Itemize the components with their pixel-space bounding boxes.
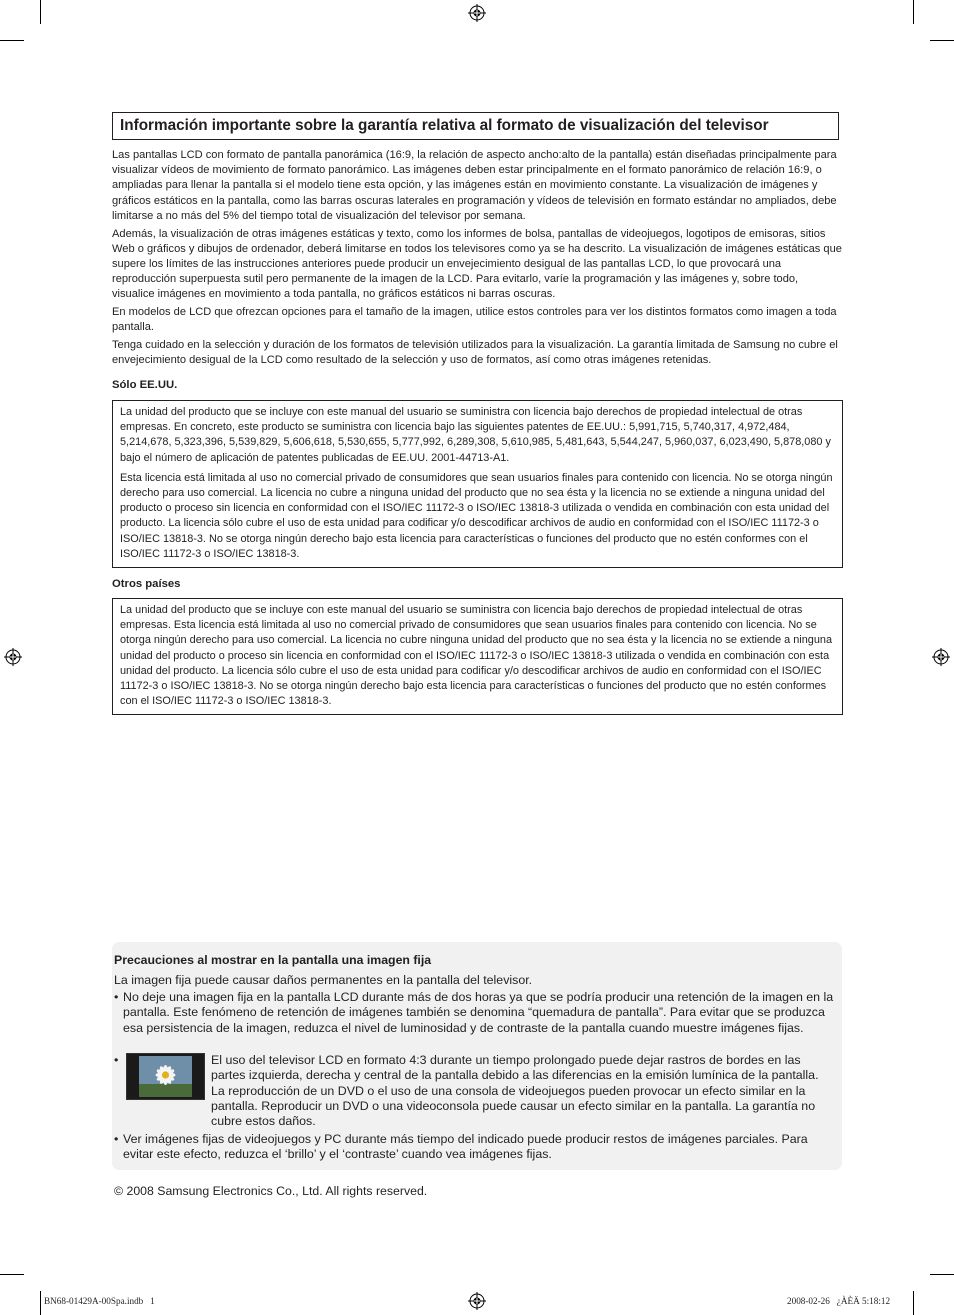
paragraph: En modelos de LCD que ofrezcan opciones para el tamaño de la imagen, utilice estos controles para ver los distintos formatos como imagen a toda pantalla. (112, 306, 837, 334)
warranty-title-box (112, 112, 839, 140)
registration-mark-icon (4, 648, 22, 666)
license-paragraph: La unidad del producto que se incluye con este manual del usuario se suministra con licencia bajo derechos de propiedad intelectual de otras empresas. En concreto, este producto se suministra con licencia bajo las siguientes patentes de EE.UU.: 5,991,715, 5,740,317, 4,972,484, 5,214,678, 5,323,396, 5,539,829, 5,606,618, 5,530,655, 5,777,992, 6,289,308, 5,610,985, 5,481,643, 5,544,247, 5,960,037, 6,023,490, 5,878,080 y bajo el número de aplicación de patentes publicadas de EE.UU. 2001-44713-A1. (120, 406, 831, 464)
crop-mark-bottom-right-horizontal (930, 1274, 954, 1275)
crop-mark-bottom-left-vertical (40, 1291, 41, 1315)
bullet-text: Ver imágenes fijas de videojuegos y PC durante más tiempo del indicado puede producir restos de imágenes parciales. Para evitar este efecto, reduzca el ‘brillo’ y el ‘contraste’ cuando vea imágenes fijas. (123, 1132, 808, 1162)
crop-mark-top-left-horizontal (0, 40, 24, 41)
bullet-icon: • (114, 1053, 119, 1067)
caution-bullet (114, 990, 834, 1036)
other-countries-license-box (112, 598, 843, 715)
footer-timestamp: 2008-02-26 ¿ÀÈÄ 5:18:12 (787, 1296, 891, 1306)
registration-mark-icon (932, 648, 950, 666)
footer-file-name: BN68-01429A-00Spa.indb 1 (44, 1296, 155, 1306)
license-paragraph: La unidad del producto que se incluye con este manual del usuario se suministra con licencia bajo derechos de propiedad intelectual de otras empresas. Esta licencia está limitada al uso no comercial privado de consumidores que sean usuarios finales para contenido con licencia. No se otorga ningún derecho para uso comercial. La licencia no cubre ninguna unidad del producto que no sea ésta y la licencia no se extiende a ninguna unidad del producto o proceso sin licencia en conformidad con el ISO/IEC 11172-3 o ISO/IEC 13818-3 utilizada o vendida en combinación con esta unidad del producto. La licencia sólo cubre el uso de esta unidad para codificar y/o descodificar archivos de audio en conformidad con el ISO/IEC 11172-3 o ISO/IEC 13818-3. No se otorga ningún derecho bajo esta licencia para características o funciones del producto que no estén conformes con el ISO/IEC 11172-3 o ISO/IEC 13818-3. (120, 604, 833, 708)
caution-heading: Precauciones al mostrar en la pantalla una imagen fija (114, 953, 432, 967)
crop-mark-bottom-left-horizontal (0, 1274, 24, 1275)
paragraph: Además, la visualización de otras imágenes estáticas y texto, como los informes de bolsa, pantallas de videojuegos, logotipos de emisoras, sitios Web o gráficos y dibujos de ordenador, deberá limitarse en todos los televisores como ya se ha descrito. La visualización de imágenes estáticas que supere los límites de las instrucciones anteriores puede producir un envejecimiento desigual de las pantallas LCD, lo que provocará una reproducción superpuesta sutil pero permanente de la imagen de la LCD. Para evitarlo, varíe la programación y las imágenes y, sobre todo, visualice imágenes en movimiento a toda pantalla, no gráficos estáticos ni barras oscuras. (112, 227, 842, 301)
bullet-text: El uso del televisor LCD en formato 4:3 durante un tiempo prolongado puede dejar rastros de bordes en las partes izquierda, derecha y central de la pantalla debido a las diferencias en la emisión lumínica de la pantalla. La reproducción de un DVD o el uso de una consola de videojuegos pueden provocar un efecto similar en la pantalla. Reproducir un DVD o una videoconsola puede causar un efecto similar en la pantalla. La garantía no cubre estos daños. (211, 1053, 819, 1129)
caution-bullet (114, 1132, 834, 1163)
warranty-body (112, 148, 842, 371)
paragraph: Las pantallas LCD con formato de pantalla panorámica (16:9, la relación de aspecto ancho:alto de la pantalla) están diseñadas principalmente para visualizar vídeos de movimiento de formato panorámico. Las imágenes deben estar principalmente en el formato panorámico de relación 16:9, o ampliadas para llenar la pantalla si el modelo tiene esta opción, y las imágenes están en movimiento constante. La visualización de imágenes y gráficos estáticos en la pantalla, como las barras oscuras laterales en programación y vídeos de televisión en formato estándar no ampliados, debe limitarse a no más del 5% del tiempo total de visualización del televisor por semana. (112, 149, 837, 222)
usa-license-box (112, 400, 843, 568)
bullet-icon: • (114, 1132, 119, 1146)
flower-icon (139, 1056, 192, 1097)
caution-intro: La imagen fija puede causar daños permanentes en la pantalla del televisor. (114, 973, 533, 987)
crop-mark-top-right-vertical (913, 0, 914, 24)
registration-mark-icon (468, 1292, 486, 1310)
bullet-text: No deje una imagen fija en la pantalla LCD durante más de dos horas ya que se podría producir una retención de la imagen en la pantalla. Este fenómeno de retención de imágenes también se denomina “quemadura de pantalla”. Para evitar que se produzca esa persistencia de la imagen, reduzca el nivel de luminosidad y de contraste de la pantalla cuando muestre imágenes fijas. (123, 990, 834, 1035)
other-countries-heading: Otros países (112, 578, 181, 590)
still-image-caution-box (112, 942, 842, 1170)
usa-heading: Sólo EE.UU. (112, 379, 178, 391)
registration-mark-icon (468, 4, 486, 22)
paragraph: Tenga cuidado en la selección y duración de los formatos de televisión utilizados para la visualización. La garantía limitada de Samsung no cubre el envejecimiento desigual de la LCD como resultado de la selección y uso de formatos, así como otras imágenes retenidas. (112, 338, 838, 367)
tv-4-3-image (126, 1053, 205, 1100)
crop-mark-top-left-vertical (40, 0, 41, 24)
page-title: Información importante sobre la garantía relativa al formato de visualización del televisor (120, 117, 769, 134)
crop-mark-bottom-right-vertical (913, 1291, 914, 1315)
caution-bullet (114, 1053, 834, 1129)
crop-mark-top-right-horizontal (930, 40, 954, 41)
copyright-notice: © 2008 Samsung Electronics Co., Ltd. All rights reserved. (114, 1184, 428, 1198)
bullet-icon: • (114, 990, 119, 1004)
license-paragraph: Esta licencia está limitada al uso no comercial privado de consumidores que sean usuarios finales para contenido con licencia. No se otorga ningún derecho para uso comercial. La licencia no cubre a ninguna unidad del producto que no sea ésta y la licencia no se extiende a ninguna unidad del producto o proceso sin licencia en conformidad con el ISO/IEC 11172-3 o ISO/IEC 13818-3 utilizada o vendida en combinación con esta unidad del producto. La licencia sólo cubre el uso de esta unidad para codificar y/o descodificar archivos de audio en conformidad con el ISO/IEC 11172-3 o ISO/IEC 13818-3. No se otorga ningún derecho bajo esta licencia para características o funciones del producto que no estén conformes con el ISO/IEC 11172-3 o ISO/IEC 13818-3. (120, 471, 833, 560)
